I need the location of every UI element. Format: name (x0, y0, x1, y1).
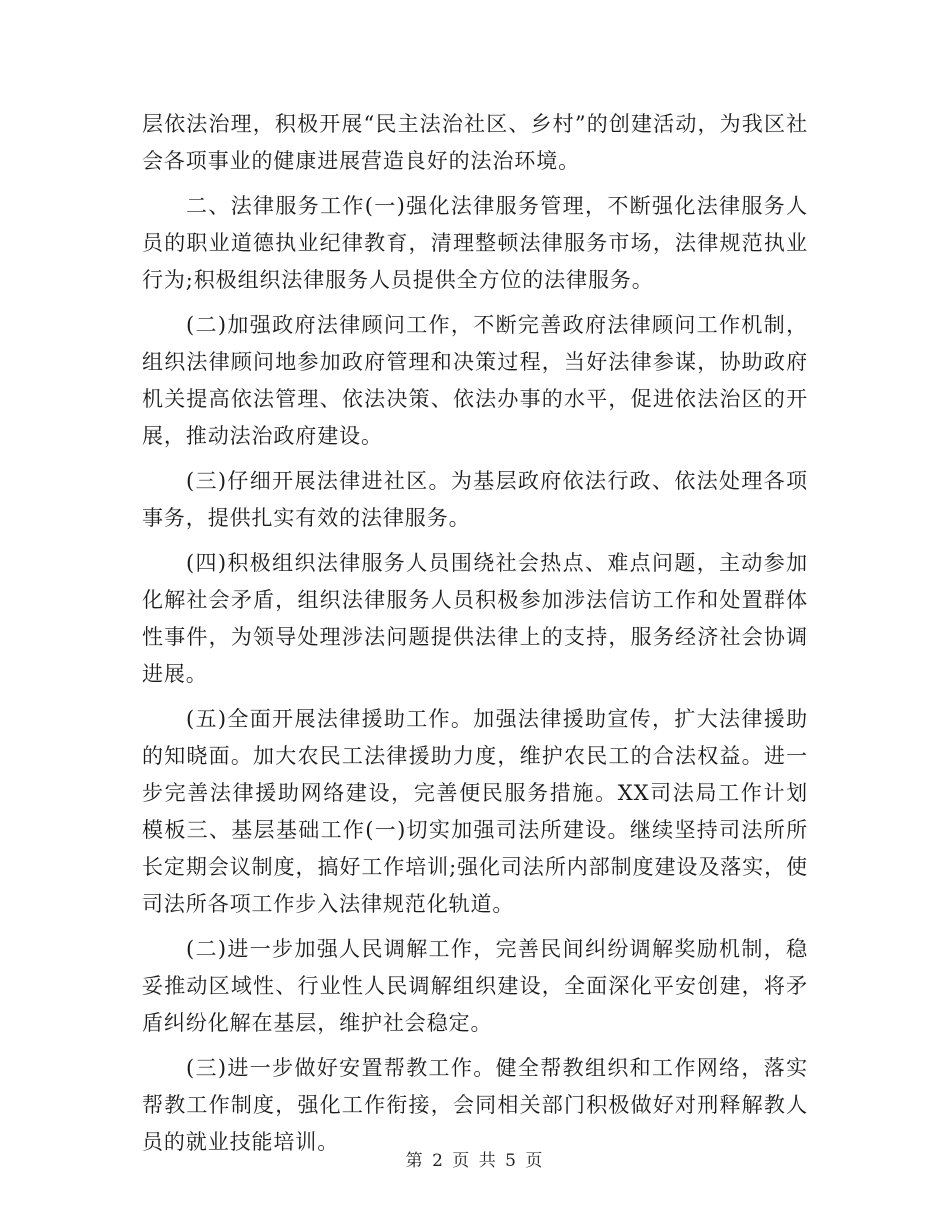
paragraph-3: (二)加强政府法律顾问工作，不断完善政府法律顾问工作机制，组织法律顾问地参加政府管理和决策过程，当好法律参谋，协助政府机关提高依法管理、依法决策、依法办事的水平，促进依法治区的开展，推动法治政府建设。 (142, 313, 808, 448)
document-body (142, 106, 808, 1169)
paragraph-4: (三)仔细开展法律进社区。为基层政府依法行政、依法处理各项事务，提供扎实有效的法律服务。 (142, 469, 808, 530)
paragraph-7: (二)进一步加强人民调解工作，完善民间纠纷调解奖励机制，稳妥推动区域性、行业性人民调解组织建设，全面深化平安创建，将矛盾纠纷化解在基层，维护社会稳定。 (142, 937, 808, 1035)
paragraph-2: 二、法律服务工作(一)强化法律服务管理，不断强化法律服务人员的职业道德执业纪律教育，清理整顿法律服务市场，法律规范执业行为;积极组织法律服务人员提供全方位的法律服务。 (142, 194, 808, 292)
paragraph-6: (五)全面开展法律援助工作。加强法律援助宣传，扩大法律援助的知晓面。加大农民工法律援助力度，维护农民工的合法权益。进一步完善法律援助网络建设，完善便民服务措施。XX司法局工作计划模板三、基层基础工作(一)切实加强司法所建设。继续坚持司法所所长定期会议制度，搞好工作培训;强化司法所内部制度建设及落实，使司法所各项工作步入法律规范化轨道。 (142, 707, 808, 916)
paragraph-5: (四)积极组织法律服务人员围绕社会热点、难点问题，主动参加化解社会矛盾，组织法律服务人员积极参加涉法信访工作和处置群体性事件，为领导处理涉法问题提供法律上的支持，服务经济社会协调进展。 (142, 551, 808, 686)
paragraph-1: 层依法治理，积极开展“民主法治社区、乡村”的创建活动，为我区社会各项事业的健康进展营造良好的法治环境。 (142, 112, 808, 173)
page-number-footer: 第 2 页 共 5 页 (405, 1151, 545, 1171)
paragraph-8: (三)进一步做好安置帮教工作。健全帮教组织和工作网络，落实帮教工作制度，强化工作衔接，会同相关部门积极做好对刑释解教人员的就业技能培训。 (142, 1056, 808, 1154)
